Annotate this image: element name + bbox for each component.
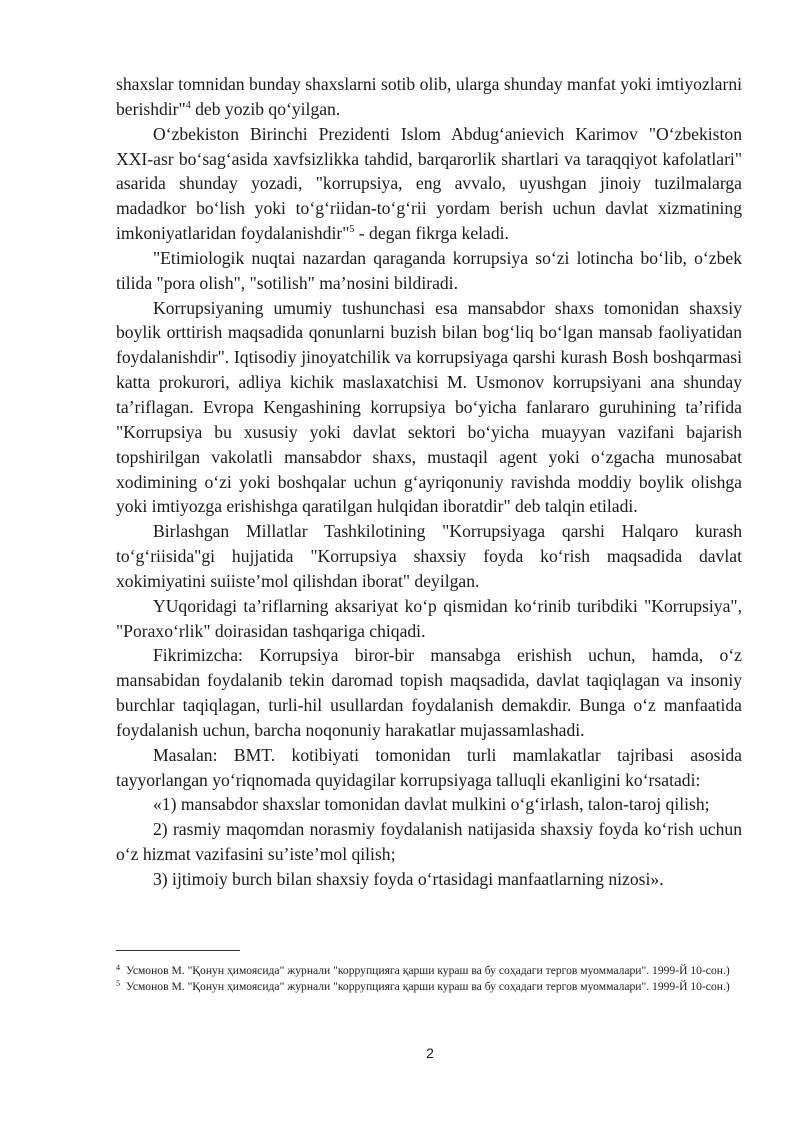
body-text xyxy=(116,72,742,892)
footnote-ref[interactable]: 4 xyxy=(185,99,191,111)
paragraph: YUqoridagi ta’riflarning aksariyat ko‘p qismidan ko‘rinib turibdiki "Korrupsiya", "Poraxo‘rlik" doirasidan tashqariga chiqadi. xyxy=(116,595,742,641)
footnote-ref[interactable]: 5 xyxy=(349,224,355,236)
paragraph: Masalan: BMT. kotibiyati tomonidan turli mamlakatlar tajribasi asosida tayyorlangan yo‘riqnomada quyidagilar korrupsiyaga talluqli ekanligini ko‘rsatadi: xyxy=(116,744,742,790)
footnote xyxy=(116,963,742,979)
footnote-separator xyxy=(116,950,240,951)
footnote-mark: 5 xyxy=(116,979,120,988)
list-item: «1) mansabdor shaxslar tomonidan davlat mulkini o‘g‘irlash, talon-taroj qilish; xyxy=(153,794,710,815)
paragraph: Fikrimizcha: Korrupsiya biror-bir mansabga erishish uchun, hamda, o‘z mansabidan foydalanib tekin daromad topish maqsadida, davlat taqiqlagan va insoniy burchlar taqiqlagan, turli-hil usullardan foydalanish demakdir. Bunga o‘z manfaatida foydalanish uchun, barcha noqonuniy harakatlar mujassamlashadi. xyxy=(116,645,742,740)
paragraph: Korrupsiyaning umumiy tushunchasi esa mansabdor shaxs tomonidan shaxsiy boylik orttirish maqsadida qonunlarni buzish bilan bog‘liq bo‘lgan mansab faoliyatidan foydalanishdir". Iqtisodiy jinoyatchilik va korrupsiyaga qarshi kurash Bosh boshqarmasi katta prokurori, adliya kichik maslaxatchisi M. Usmonov korrupsiyani ana shunday ta’riflagan. Evropa Kengashining korrupsiya bo‘yicha fanlararo guruhining ta’rifida "Korrupsiya bu xususiy yoki davlat sektori bo‘yicha muayyan vazifani bajarish topshirilgan vakolatli mansabdor shaxs, mustaqil agent yoki o‘zgacha munosabat xodimining o‘zi yoki boshqalar uchun g‘ayriqonuniy ravishda moddiy boylik olishga yoki imtiyozga erishishga qaratilgan hulqidan iboratdir" deb talqin etiladi. xyxy=(116,297,742,517)
paragraph: "Etimiologik nuqtai nazardan qaraganda korrupsiya so‘zi lotincha bo‘lib, o‘zbek tilida "pora olish", "sotilish" ma’nosini bildiradi. xyxy=(116,247,742,293)
footnote xyxy=(116,979,742,995)
paragraph: Birlashgan Millatlar Tashkilotining "Korrupsiyaga qarshi Halqaro kurash to‘g‘riisida"gi hujjatida "Korrupsiya shaxsiy foyda ko‘rish maqsadida davlat xokimiyatini suiiste’mol qilishdan iborat" deyilgan. xyxy=(116,521,742,591)
footnote-text: Усмонов М. "Қонун ҳимоясида" журнали "коррупцияга қарши кураш ва бу соҳадаги тергов муоммалари". 1999-Й 10-сон.) xyxy=(126,980,730,993)
footnote-mark: 4 xyxy=(116,963,120,972)
page-number: 2 xyxy=(426,1045,434,1061)
list-item: 3) ijtimoiy burch bilan shaxsiy foyda o‘rtasidagi manfaatlarning nizosi». xyxy=(153,869,664,889)
paragraph: O‘zbekiston Birinchi Prezidenti Islom Abdug‘anievich Karimov "O‘zbekiston XXI-asr bo‘sag‘asida xavfsizlikka tahdid, barqarorlik shartlari va taraqqiyot kafolatlari" asarida shunday yozadi, "korrupsiya, eng avvalo, uyushgan jinoiy tuzilmalarga madadkor bo‘lish yoki to‘g‘riidan-to‘g‘rii yordam berish uchun davlat xizmatining imkoniyatlaridan foydalanishdir"$^5$ - degan fikrga keladi. xyxy=(116,123,742,244)
footnote-text: Усмонов М. "Қонун ҳимоясида" журнали "коррупцияга қарши кураш ва бу соҳадаги тергов муоммалари". 1999-Й 10-сон.) xyxy=(126,964,730,977)
list-item: 2) rasmiy maqomdan norasmiy foydalanish natijasida shaxsiy foyda ko‘rish uchun o‘z hizmat vazifasini su’iste’mol qilish; xyxy=(116,819,742,865)
paragraph: shaxslar tomnidan bunday shaxslarni sotib olib, ularga shunday manfat yoki imtiyozlarni berishdir"$^4$ deb yozib qo‘yilgan. xyxy=(116,74,742,119)
footnotes xyxy=(116,963,742,995)
